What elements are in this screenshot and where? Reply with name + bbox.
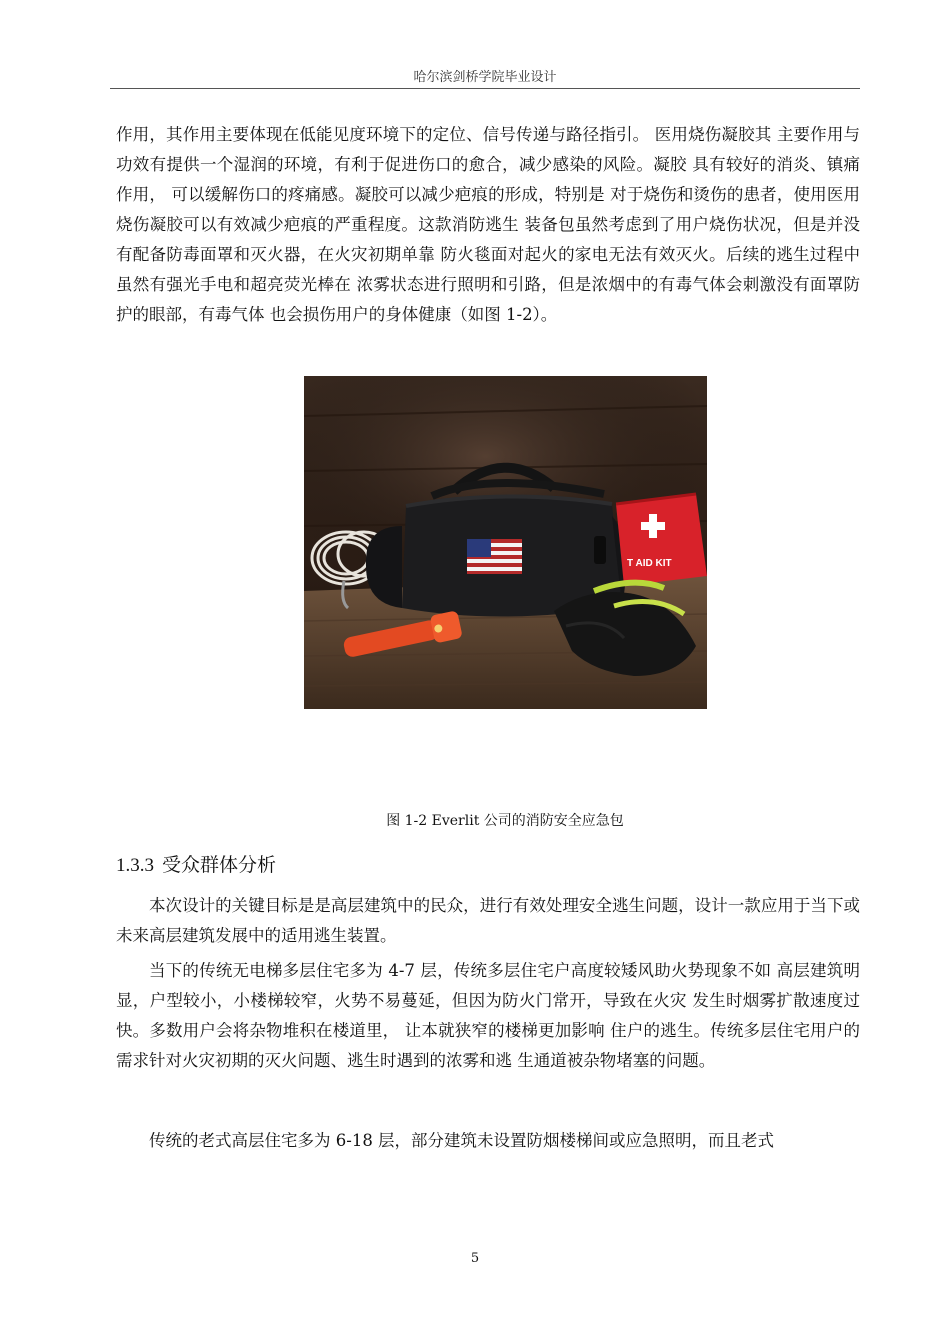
page-number: 5 bbox=[470, 1251, 480, 1266]
header-rule bbox=[110, 88, 860, 89]
section-title: 受众群体分析 bbox=[162, 854, 277, 876]
section-heading bbox=[116, 850, 276, 877]
section-number: 1.3.3 bbox=[116, 855, 154, 876]
figure-emergency-kit bbox=[304, 376, 707, 709]
page-header: 哈尔滨剑桥学院毕业设计 bbox=[413, 70, 557, 85]
body-paragraph-3: 当下的传统无电梯多层住宅多为 4-7 层，传统多层住宅户高度较矮风助火势现象不如 高层建筑明显，户型较小，小楼梯较窄，火势不易蔓延，但因为防火门常开，导致在火灾 发生时烟雾扩散速度过快。多数用户会将杂物堆积在楼道里， 让本就狭窄的楼梯更加影响 住户的逃生。传统多层住宅用户的需求针对火灾初期的灭火问题、逃生时遇到的浓雾和逃 生通道被杂物堵塞的问题。 bbox=[116, 961, 860, 1070]
emergency-kit-photo bbox=[304, 376, 707, 709]
first-aid-kit bbox=[616, 494, 707, 586]
figure-caption: 图 1-2 Everlit 公司的消防安全应急包 bbox=[386, 813, 624, 829]
body-paragraph-4: 传统的老式高层住宅多为 6-18 层，部分建筑未设置防烟楼梯间或应急照明，而且老式 bbox=[149, 1131, 775, 1150]
body-paragraph-2: 本次设计的关键目标是是高层建筑中的民众，进行有效处理安全逃生问题，设计一款应用于当下或未来高层建筑发展中的适用逃生装置。 bbox=[116, 896, 860, 945]
kit-label: T AID KIT bbox=[627, 558, 672, 569]
us-flag-patch bbox=[467, 539, 522, 574]
body-paragraph-1: 作用，其作用主要体现在低能见度环境下的定位、信号传递与路径指引。 医用烧伤凝胶其 主要作用与功效有提供一个湿润的环境，有利于促进伤口的愈合，减少感染的风险。凝胶 具有较好的消炎、镇痛作用， 可以缓解伤口的疼痛感。凝胶可以减少疤痕的形成，特别是 对于烧伤和烫伤的患者，使用医用烧伤凝胶可以有效减少疤痕的严重程度。这款消防逃生 装备包虽然考虑到了用户烧伤状况，但是并没有配备防毒面罩和灭火器，在火灾初期单靠 防火毯面对起火的家电无法有效灭火。后续的逃生过程中虽然有强光手电和超亮荧光棒在 浓雾状态进行照明和引路，但是浓烟中的有毒气体会刺激没有面罩防护的眼部，有毒气体 也会损伤用户的身体健康（如图 1-2）。 bbox=[116, 125, 860, 324]
